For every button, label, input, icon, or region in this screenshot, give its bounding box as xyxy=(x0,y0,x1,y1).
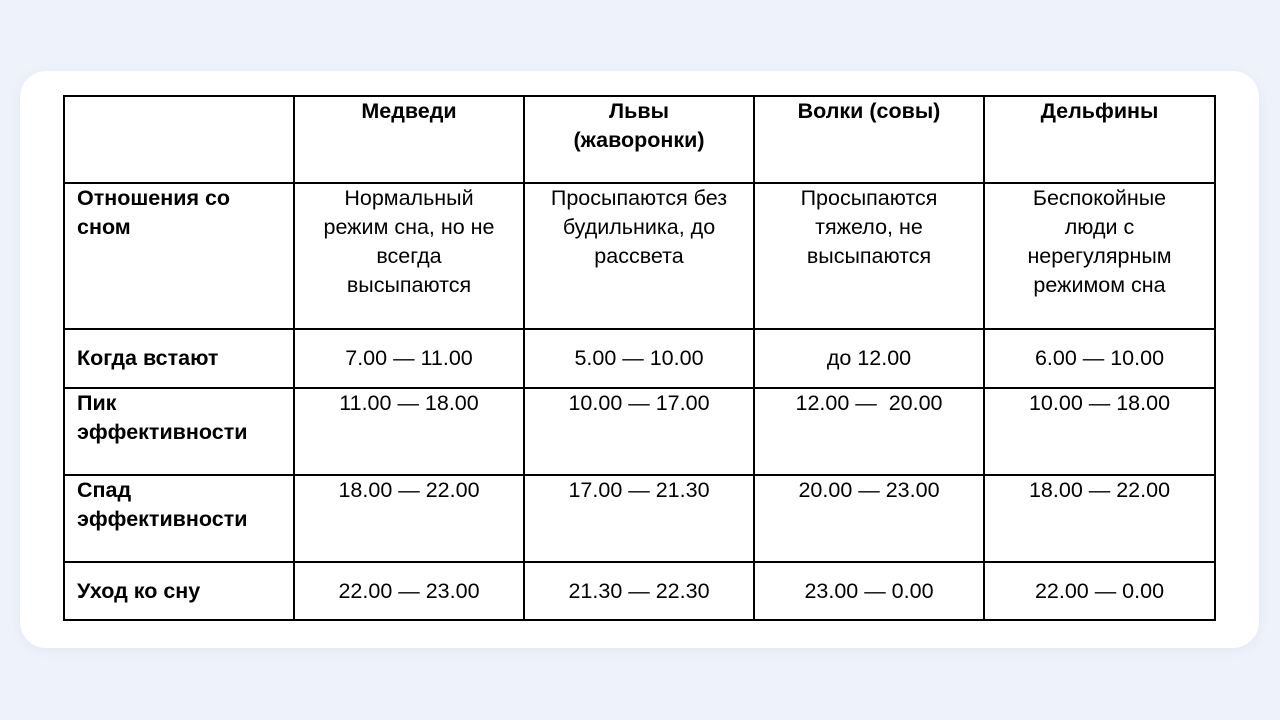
table-cell: 20.00 — 23.00 xyxy=(754,475,984,562)
table-cell: 17.00 — 21.30 xyxy=(524,475,754,562)
column-header-wolves: Волки (совы) xyxy=(754,96,984,183)
column-header-dolphins: Дельфины xyxy=(984,96,1215,183)
table-cell: 22.00 — 0.00 xyxy=(984,562,1215,620)
table-cell: Просыпаются без будильника, до рассвета xyxy=(524,183,754,329)
table-cell: 10.00 — 17.00 xyxy=(524,388,754,475)
table-cell: 21.30 — 22.30 xyxy=(524,562,754,620)
table-cell: 22.00 — 23.00 xyxy=(294,562,524,620)
table-cell: 10.00 — 18.00 xyxy=(984,388,1215,475)
table-cell: 7.00 — 11.00 xyxy=(294,329,524,388)
table-cell: до 12.00 xyxy=(754,329,984,388)
table-row xyxy=(64,475,1215,562)
table-header-row xyxy=(64,96,1215,183)
table-cell: 12.00 — 20.00 xyxy=(754,388,984,475)
column-header-bears: Медведи xyxy=(294,96,524,183)
table-row xyxy=(64,329,1215,388)
table-row xyxy=(64,183,1215,329)
row-label-peak-efficiency: Пик эффективности xyxy=(64,388,294,475)
row-label-wake-time: Когда встают xyxy=(64,329,294,388)
table-cell: 18.00 — 22.00 xyxy=(984,475,1215,562)
table-cell: 6.00 — 10.00 xyxy=(984,329,1215,388)
row-label-bedtime: Уход ко сну xyxy=(64,562,294,620)
row-label-efficiency-drop: Спад эффективности xyxy=(64,475,294,562)
table-cell: 11.00 — 18.00 xyxy=(294,388,524,475)
table-cell: Просыпаются тяжело, не высыпаются xyxy=(754,183,984,329)
table-row xyxy=(64,388,1215,475)
table-cell: Беспокойные люди с нерегулярным режимом сна xyxy=(984,183,1215,329)
row-label-sleep-attitude: Отношения со сном xyxy=(64,183,294,329)
table-cell: 23.00 — 0.00 xyxy=(754,562,984,620)
table-row xyxy=(64,562,1215,620)
table-cell: 18.00 — 22.00 xyxy=(294,475,524,562)
chronotypes-table xyxy=(63,95,1216,621)
corner-cell xyxy=(64,96,294,183)
table-cell: 5.00 — 10.00 xyxy=(524,329,754,388)
table-cell: Нормальный режим сна, но не всегда высыпаются xyxy=(294,183,524,329)
column-header-lions: Львы (жаворонки) xyxy=(524,96,754,183)
